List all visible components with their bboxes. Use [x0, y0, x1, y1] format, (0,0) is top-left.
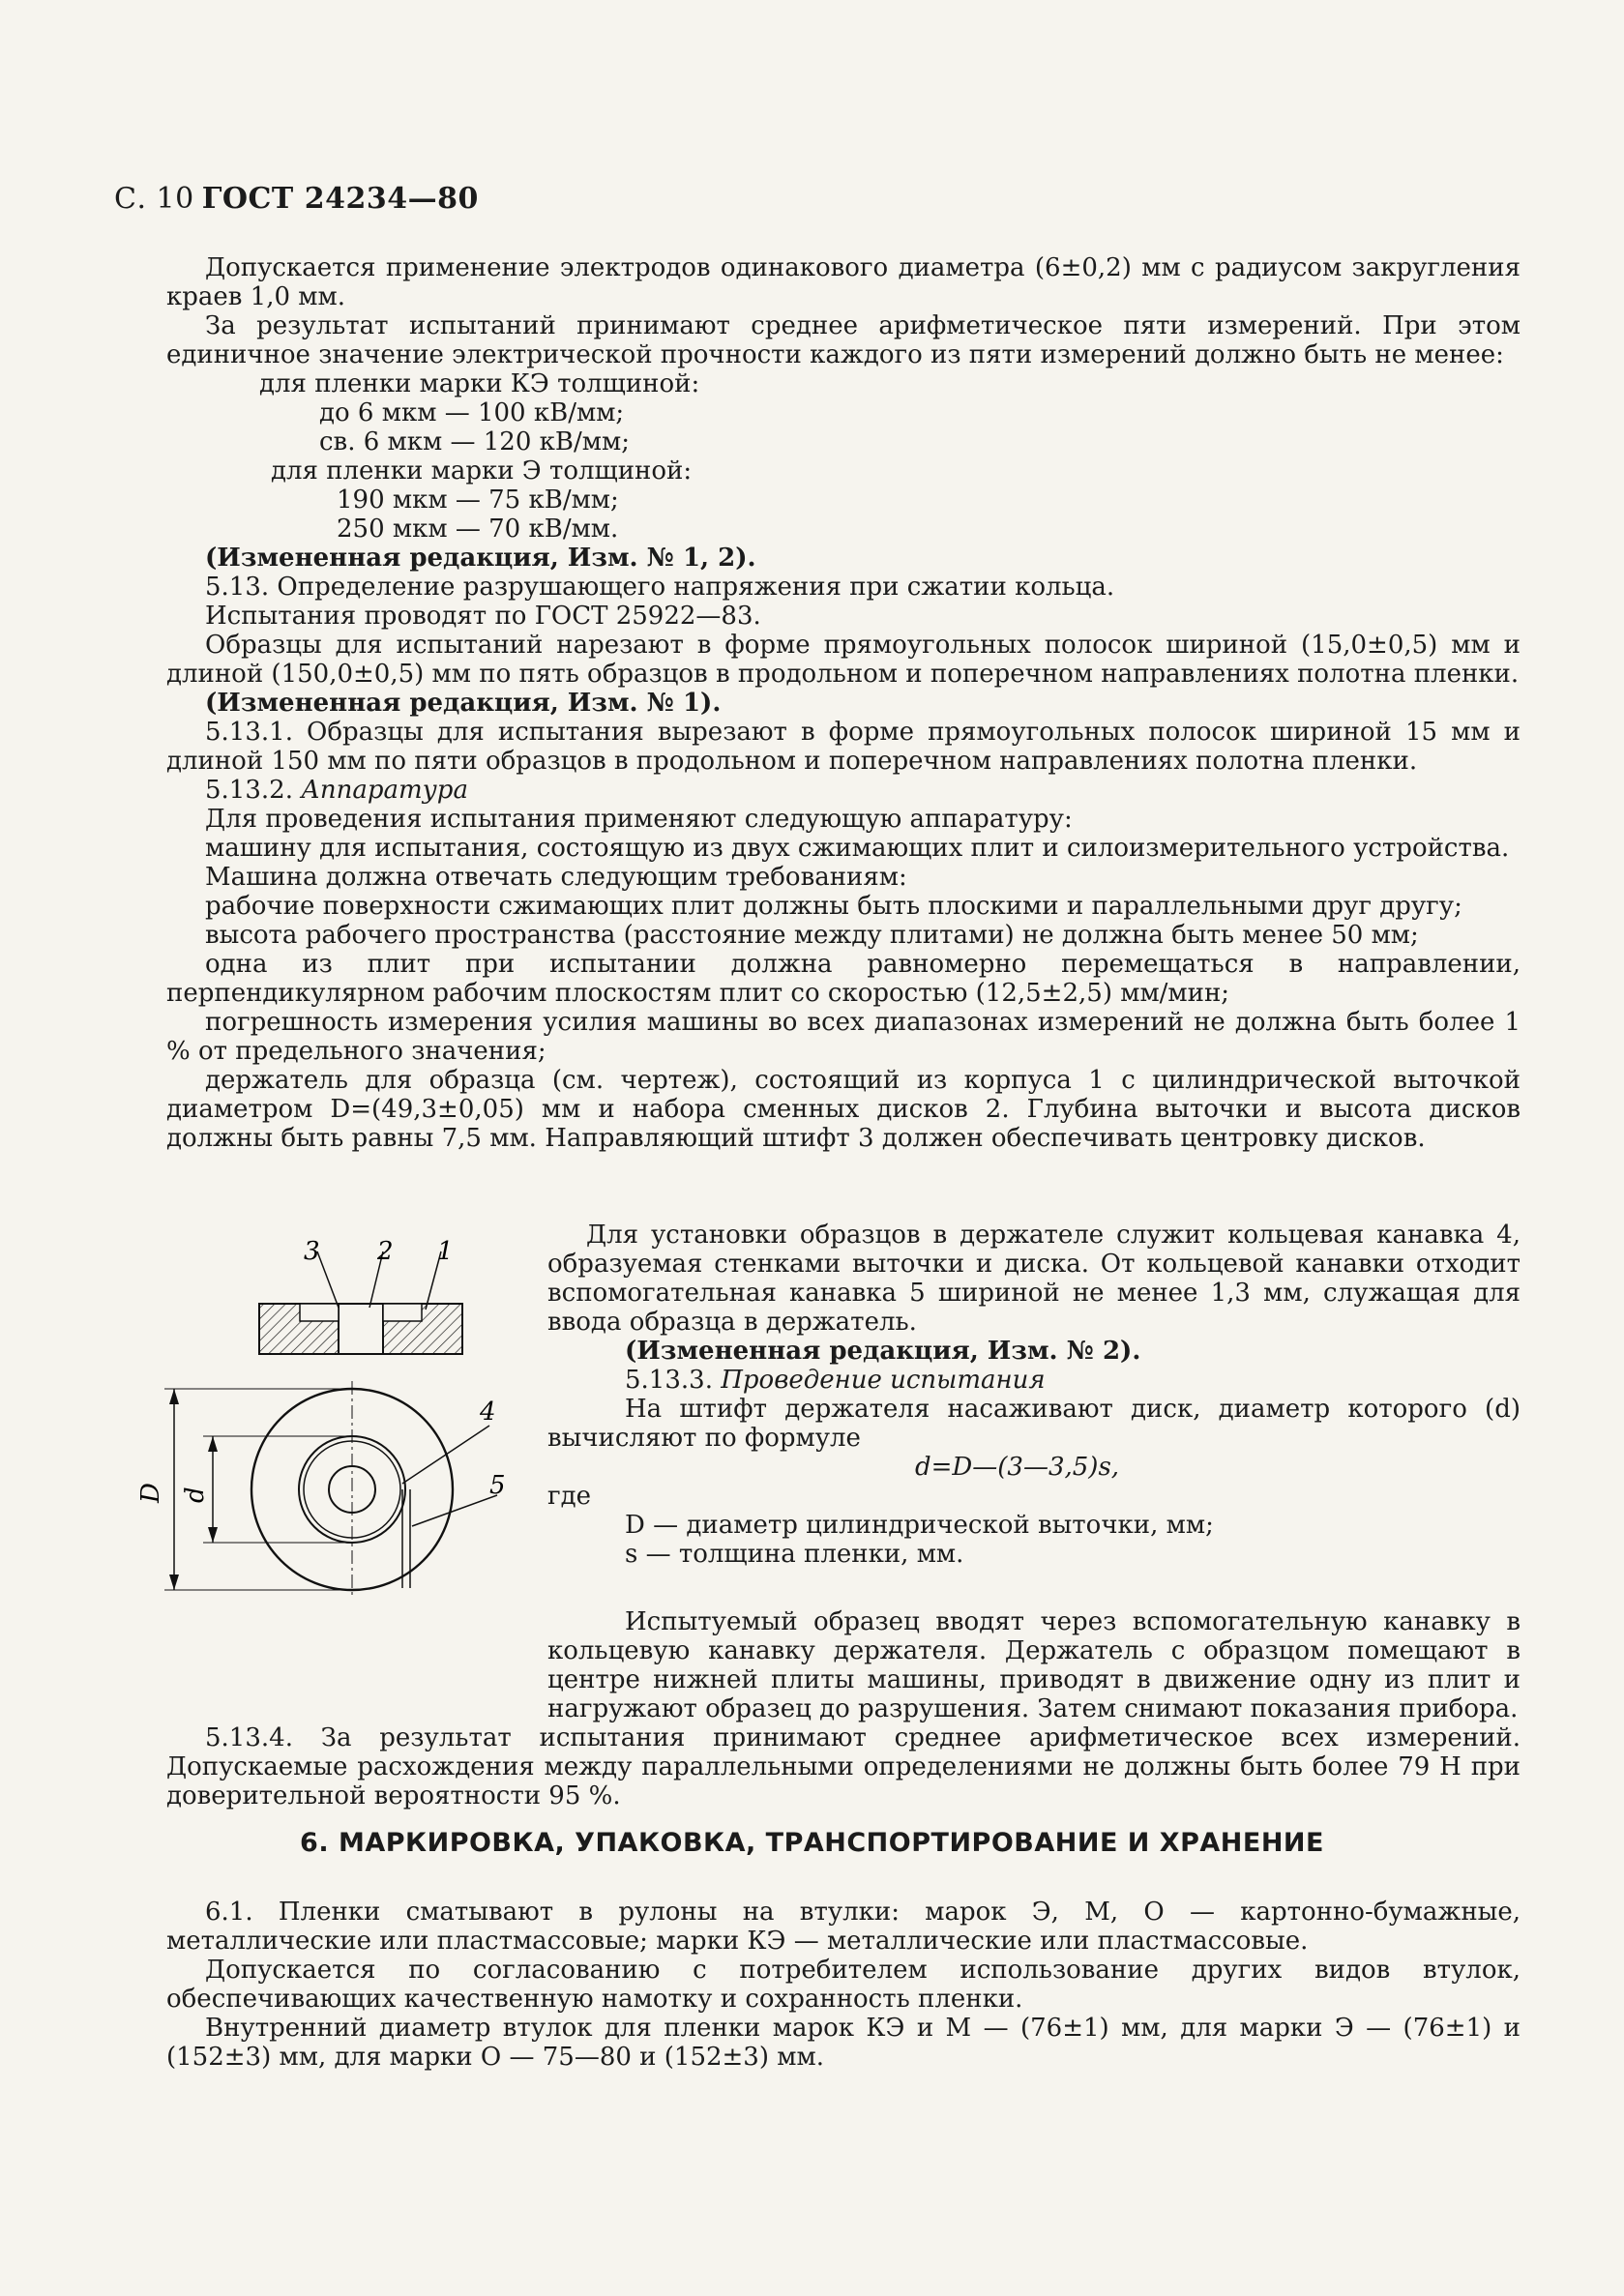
holder-drawing-svg: [136, 1236, 513, 1594]
clause-title: Аппаратура: [301, 776, 468, 805]
paragraph: За результат испытаний принимают среднее арифметическое пяти измерений. При этом единичное значение электрической прочности каждого из пяти измерений должно быть не менее:: [166, 311, 1521, 369]
paragraph: Испытания проводят по ГОСТ 25922—83.: [205, 602, 761, 631]
list-heading: для пленки марки Э толщиной:: [271, 456, 693, 486]
clause-number: 5.13.3.: [625, 1366, 713, 1395]
list-item: 190 мкм — 75 кВ/мм;: [337, 486, 619, 515]
paragraph: Машина должна отвечать следующим требованиям:: [205, 863, 907, 892]
list-heading: для пленки марки КЭ толщиной:: [259, 369, 700, 398]
label-4: 4: [480, 1398, 496, 1427]
clause-5-13-1: 5.13.1. Образцы для испытания вырезают в форме прямоугольных полосок шириной 15 мм и длиной 150 мм по пяти образцов в продольном и поперечном направлениях полотна пленки.: [166, 718, 1521, 776]
clause-5-13-3: [547, 1366, 1521, 1395]
paragraph: Образцы для испытаний нарезают в форме прямоугольных полосок шириной (15,0±0,5) мм и длиной (150,0±0,5) мм по пять образцов в продольном и поперечном направлениях полотна пленки.: [166, 631, 1521, 689]
label-5: 5: [489, 1471, 506, 1500]
page-header: [114, 182, 479, 216]
requirement: рабочие поверхности сжимающих плит должны быть плоскими и параллельными друг другу;: [205, 892, 1462, 921]
label-2: 2: [377, 1237, 394, 1266]
leader-line: [412, 1495, 497, 1526]
groove-section: [300, 1304, 339, 1321]
list-item: до 6 мкм — 100 кВ/мм;: [319, 398, 625, 427]
arrow: [169, 1389, 179, 1404]
paragraph: Допускается применение электродов одинакового диаметра (6±0,2) мм с радиусом закругления краев 1,0 мм.: [166, 253, 1521, 311]
arrow: [208, 1436, 218, 1452]
amendment-note: (Измененная редакция, Изм. № 1, 2).: [205, 544, 756, 573]
groove-section: [383, 1304, 422, 1321]
list-item: 250 мкм — 70 кВ/мм.: [337, 515, 619, 544]
leader-line: [317, 1251, 339, 1308]
requirement: держатель для образца (см. чертеж), состоящий из корпуса 1 с цилиндрической выточкой диаметром D=(49,3±0,05) мм и набора сменных дисков 2. Глубина выточки и высота дисков должны быть равны 7,5 мм. Направляющий штифт 3 должен обеспечивать центровку дисков.: [166, 1066, 1521, 1153]
formula: d=D—(3—3,5)s,: [915, 1453, 1120, 1482]
paragraph: Для проведения испытания применяют следующую аппаратуру:: [205, 805, 1073, 834]
clause-title: Проведение испытания: [721, 1366, 1046, 1395]
amendment-note: (Измененная редакция, Изм. № 2).: [625, 1337, 1141, 1366]
label-3: 3: [304, 1237, 320, 1266]
clause-number: 5.13.2.: [205, 776, 293, 805]
clause-5-13-2: [166, 776, 1521, 805]
upper-text: [166, 253, 1521, 1153]
standard-code: ГОСТ 24234—80: [201, 182, 479, 216]
holder-drawing: [136, 1236, 513, 1594]
clause-6-1: 6.1. Пленки сматывают в рулоны на втулки: марок Э, М, О — картонно-бумажные, металлические или пластмассовые; марки КЭ — металлические или пластмассовые.: [166, 1898, 1521, 1956]
label-1: 1: [437, 1237, 454, 1266]
where-label: где: [547, 1482, 592, 1511]
paragraph: Внутренний диаметр втулок для пленки марок КЭ и М — (76±1) мм, для марки Э — (76±1) и (152±3) мм, для марки О — 75—80 и (152±3) мм.: [166, 2014, 1521, 2072]
pin-section: [339, 1304, 383, 1354]
lower-text: [166, 1607, 1521, 1810]
label-D: D: [136, 1483, 165, 1503]
leader-line: [402, 1426, 489, 1484]
paragraph: Для установки образцов в держателе служит кольцевая канавка 4, образуемая стенками выточки и диска. От кольцевой канавки отходит вспомогательная канавка 5 шириной не менее 1,3 мм, служащая для ввода образца в держатель.: [547, 1221, 1521, 1337]
requirement: высота рабочего пространства (расстояние между плитами) не должна быть менее 50 мм;: [205, 921, 1419, 950]
amendment-note: (Измененная редакция, Изм. № 1).: [205, 689, 722, 718]
clause-5-13-4: 5.13.4. За результат испытания принимают среднее арифметическое всех измерений. Допускаемые расхождения между параллельными определениями не должны быть более 79 Н при доверительной вероятности 95 %.: [166, 1723, 1521, 1810]
paragraph: Допускается по согласованию с потребителем использование других видов втулок, обеспечивающих качественную намотку и сохранность пленки.: [166, 1956, 1521, 2014]
definition: s — толщина пленки, мм.: [625, 1540, 964, 1569]
label-d: d: [181, 1487, 210, 1503]
section-6-text: [166, 1898, 1521, 2072]
paragraph: машину для испытания, состоящую из двух сжимающих плит и силоизмерительного устройства.: [205, 834, 1510, 863]
drawing-side-text: [547, 1221, 1521, 1569]
definition: D — диаметр цилиндрической выточки, мм;: [625, 1511, 1214, 1540]
list-item: св. 6 мкм — 120 кВ/мм;: [319, 427, 630, 456]
paragraph: Испытуемый образец вводят через вспомогательную канавку в кольцевую канавку держателя. Держатель с образцом помещают в центре нижней плиты машины, приводят в движение одну из плит и нагружают образец до разрушения. Затем снимают показания прибора.: [547, 1607, 1521, 1723]
clause-5-13: 5.13. Определение разрушающего напряжения при сжатии кольца.: [205, 573, 1115, 602]
requirement: одна из плит при испытании должна равномерно перемещаться в направлении, перпендикулярном рабочим плоскостям плит со скоростью (12,5±2,5) мм/мин;: [166, 950, 1521, 1008]
paragraph: На штифт держателя насаживают диск, диаметр которого (d) вычисляют по формуле: [547, 1395, 1521, 1453]
section-heading-6: 6. МАРКИРОВКА, УПАКОВКА, ТРАНСПОРТИРОВАНИЕ И ХРАНЕНИЕ: [300, 1828, 1324, 1858]
page-number: С. 10: [114, 182, 194, 216]
requirement: погрешность измерения усилия машины во всех диапазонах измерений не должна быть более 1 % от предельного значения;: [166, 1008, 1521, 1066]
arrow: [169, 1575, 179, 1590]
arrow: [208, 1527, 218, 1543]
